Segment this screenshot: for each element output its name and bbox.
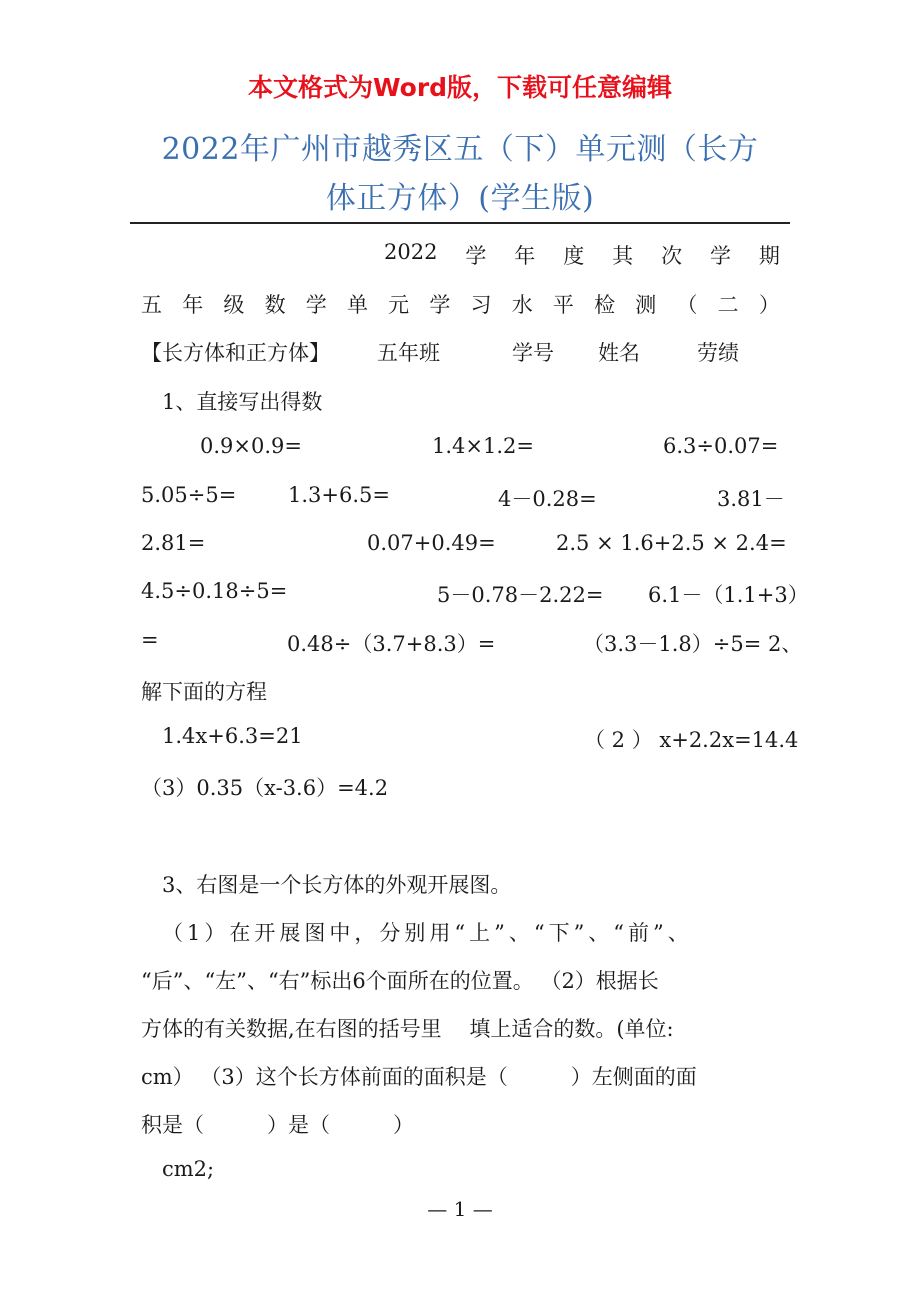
calc-item: 1.3+6.5= [288, 483, 390, 507]
semester-char: 年 [514, 244, 536, 268]
calc-item: 3.81－ [717, 487, 785, 511]
equation-3: （3）0.35（x-3.6）=4.2 [141, 776, 389, 800]
test-char: 水 [511, 293, 533, 317]
test-char: 单 [346, 293, 368, 317]
name-label: 姓名 [598, 341, 640, 365]
semester-char: 学 [465, 244, 487, 268]
calc-item: 2.5 × 1.6+2.5 × 2.4= [556, 531, 787, 555]
section-3-text: cm） （3）这个长方体前面的面积是（ ）左侧面的面 [141, 1065, 697, 1089]
title-divider [130, 222, 790, 224]
calc-item: 4－0.28= [498, 487, 597, 511]
section-1-heading: 1、直接写出得数 [162, 390, 323, 414]
calc-item: 5.05÷5= [141, 483, 237, 507]
calc-item: （3.3－1.8）÷5= 2、 [583, 632, 803, 656]
section-3-text: cm2; [162, 1157, 215, 1181]
document-title-line-1: 2022年广州市越秀区五（下）单元测（长方 [161, 132, 759, 167]
unit-label: 【长方体和正方体】 [141, 341, 330, 365]
calc-item: 4.5÷0.18÷5= [141, 579, 288, 603]
class-label: 五年班 [377, 341, 440, 365]
semester-line [384, 240, 780, 270]
test-char: 级 [223, 293, 245, 317]
test-char: （ [676, 293, 698, 317]
semester-char: 其 [612, 244, 634, 268]
semester-char: 学 [709, 244, 731, 268]
calc-item: 0.9×0.9= [200, 434, 302, 458]
calc-item: 6.3÷0.07= [663, 434, 779, 458]
equation-1: 1.4x+6.3=21 [162, 724, 303, 748]
calc-item: = [141, 628, 159, 652]
test-char: 年 [182, 293, 204, 317]
test-char: 数 [264, 293, 286, 317]
test-char: 学 [429, 293, 451, 317]
calc-item: 5－0.78－2.22= [437, 583, 604, 607]
student-number-label: 学号 [512, 341, 554, 365]
page-number: — 1 — [427, 1197, 493, 1221]
test-char: 元 [388, 293, 410, 317]
section-3-text: “后”、“左”、“右”标出6个面所在的位置。 （2）根据长 [141, 969, 659, 993]
section-3-text: 积是（ ）是（ ） [141, 1113, 414, 1137]
section-3-text: （1）在开展图中，分别用“上”、“下”、“前”、 [162, 921, 693, 945]
section-3-heading: 3、右图是一个长方体的外观开展图。 [162, 873, 512, 897]
test-name-line [141, 289, 780, 319]
document-title-line-2: 体正方体）(学生版) [325, 181, 595, 216]
semester-char: 次 [661, 244, 683, 268]
test-char: ） [758, 293, 780, 317]
test-char: 检 [594, 293, 616, 317]
test-char: 二 [717, 293, 739, 317]
semester-year: 2022 [384, 240, 438, 264]
test-char: 学 [305, 293, 327, 317]
calc-item: 6.1－（1.1+3） [648, 583, 809, 607]
calc-item: 0.48÷（3.7+8.3）= [287, 632, 496, 656]
calc-item: 0.07+0.49= [367, 531, 496, 555]
test-char: 五 [141, 293, 162, 317]
test-char: 测 [635, 293, 657, 317]
section-3-text: 方体的有关数据,在右图的括号里 填上适合的数。(单位: [141, 1017, 674, 1041]
score-label: 劳绩 [697, 341, 739, 365]
calc-item: 2.81= [141, 531, 206, 555]
calc-item: 1.4×1.2= [432, 434, 534, 458]
test-char: 平 [552, 293, 574, 317]
document-banner: 本文格式为Word版，下载可任意编辑 [247, 73, 673, 102]
semester-char: 度 [563, 244, 585, 268]
test-char: 习 [470, 293, 492, 317]
semester-char: 期 [758, 244, 780, 268]
equation-2: （ 2 ） x+2.2x=14.4 [584, 728, 799, 752]
section-2-heading: 解下面的方程 [141, 680, 267, 704]
